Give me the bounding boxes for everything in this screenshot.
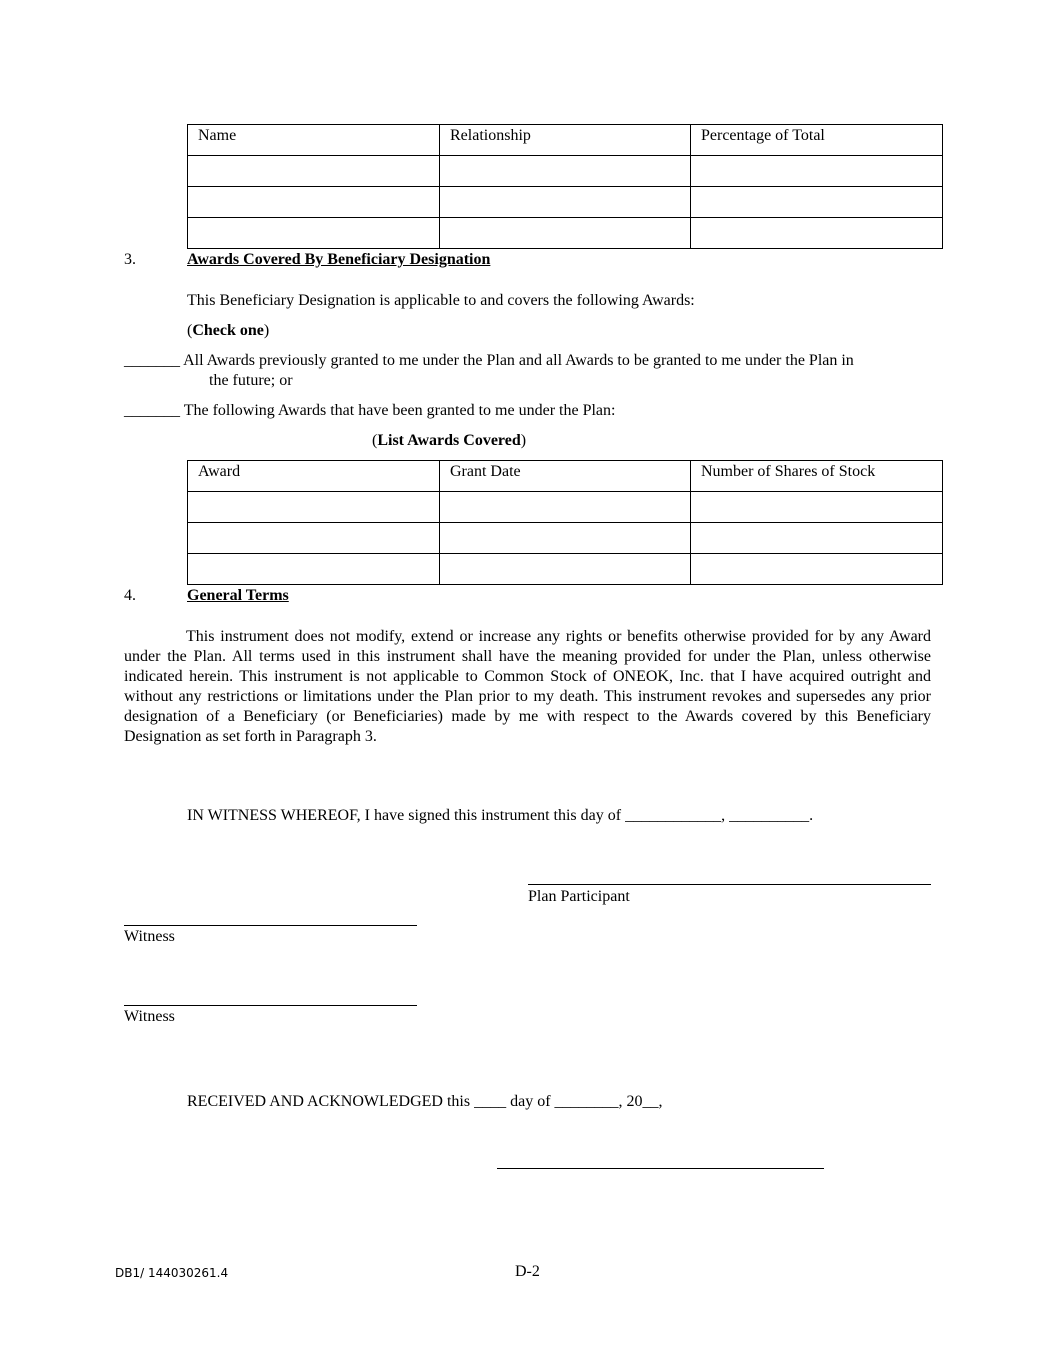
acknowledgement-signature-line[interactable] [497, 1168, 824, 1169]
award-cell[interactable] [188, 554, 440, 585]
section-3-number: 3. [124, 251, 136, 268]
grant-date-cell[interactable] [440, 492, 691, 523]
table-row [188, 218, 943, 249]
section-4-number: 4. [124, 587, 136, 604]
name-cell[interactable] [188, 218, 440, 249]
shares-cell[interactable] [691, 554, 943, 585]
percentage-cell[interactable] [691, 156, 943, 187]
grant-date-cell[interactable] [440, 523, 691, 554]
option-all-awards-blank[interactable]: _______ [124, 352, 180, 369]
witness-2-signature-line[interactable] [124, 1005, 417, 1006]
award-cell[interactable] [188, 492, 440, 523]
table-header-row [188, 125, 943, 156]
column-header-award: Award [188, 461, 440, 492]
awards-table [187, 460, 943, 585]
general-terms-paragraph: This instrument does not modify, extend or increase any rights or benefits otherwise provided for by any Award under the Plan. All terms used in this instrument shall have the meaning provided for under the Plan, unless otherwise indicated herein. This instrument is not applicable to Common Stock of ONEOK, Inc. that I have acquired outright and without any restrictions or limitations under the Plan prior to my death. This instrument revokes and supersedes any prior designation of a Beneficiary (or Beneficiaries) made by me with respect to the Awards covered by this Beneficiary Designation as set forth in Paragraph 3. [124, 628, 931, 745]
page-number: D-2 [515, 1263, 540, 1280]
acknowledgement-statement: RECEIVED AND ACKNOWLEDGED this ____ day of ________, 20__, [187, 1093, 663, 1110]
witness-2-label: Witness [124, 1008, 175, 1025]
witness-1-label: Witness [124, 928, 175, 945]
name-cell[interactable] [188, 156, 440, 187]
award-cell[interactable] [188, 523, 440, 554]
grant-date-cell[interactable] [440, 554, 691, 585]
relationship-cell[interactable] [440, 218, 691, 249]
participant-signature-line[interactable] [528, 884, 931, 885]
shares-cell[interactable] [691, 523, 943, 554]
column-header-relationship: Relationship [440, 125, 691, 156]
table-row [188, 156, 943, 187]
participant-label: Plan Participant [528, 888, 630, 905]
check-open-paren: ( [187, 322, 193, 339]
list-close-paren: ) [520, 432, 527, 449]
option-all-awards-text: All Awards previously granted to me under the Plan and all Awards to be granted to me under the Plan in [180, 352, 854, 369]
option-listed-awards-blank[interactable]: _______ [124, 402, 180, 419]
percentage-cell[interactable] [691, 218, 943, 249]
table-row [188, 187, 943, 218]
option-listed-awards-text: The following Awards that have been granted to me under the Plan: [180, 402, 616, 419]
option-all-awards-continuation: the future; or [209, 372, 293, 389]
list-awards-label: List Awards Covered [377, 432, 521, 449]
table-row [188, 554, 943, 585]
percentage-cell[interactable] [691, 187, 943, 218]
shares-cell[interactable] [691, 492, 943, 523]
beneficiary-table [187, 124, 943, 249]
witness-1-signature-line[interactable] [124, 925, 417, 926]
section-4-heading: General Terms [187, 587, 289, 604]
list-open-paren: ( [372, 432, 378, 449]
column-header-percentage: Percentage of Total [691, 125, 943, 156]
column-header-grant-date: Grant Date [440, 461, 691, 492]
section-3-intro: This Beneficiary Designation is applicable to and covers the following Awards: [187, 292, 695, 309]
column-header-name: Name [188, 125, 440, 156]
table-header-row [188, 461, 943, 492]
option-all-awards [124, 352, 854, 370]
check-one-instruction [187, 322, 269, 340]
name-cell[interactable] [188, 187, 440, 218]
list-awards-instruction [372, 432, 526, 450]
document-id: DB1/ 144030261.4 [115, 1266, 229, 1280]
witness-statement: IN WITNESS WHEREOF, I have signed this instrument this day of ____________, __________. [187, 807, 814, 824]
table-row [188, 492, 943, 523]
check-one-label: Check one [192, 322, 264, 339]
column-header-shares: Number of Shares of Stock [691, 461, 943, 492]
relationship-cell[interactable] [440, 156, 691, 187]
section-3-heading: Awards Covered By Beneficiary Designation [187, 251, 491, 268]
table-row [188, 523, 943, 554]
option-listed-awards [124, 402, 615, 420]
relationship-cell[interactable] [440, 187, 691, 218]
check-close-paren: ) [263, 322, 270, 339]
